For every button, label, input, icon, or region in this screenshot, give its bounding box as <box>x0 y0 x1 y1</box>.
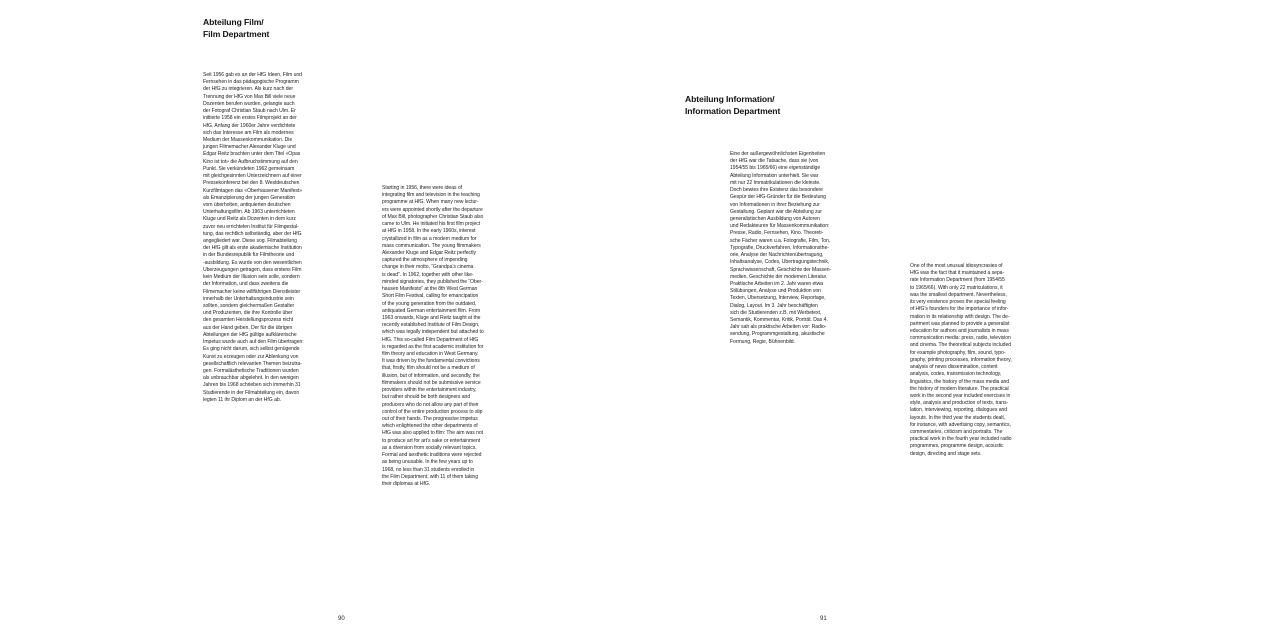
text-line: generalistischen Ausbildung von Autoren <box>730 215 820 222</box>
text-line: practical work in the fourth year included radio <box>910 436 1012 443</box>
text-line: HfG. This so-called Film Department of HfG <box>382 336 479 343</box>
text-line: als Emanzipierung der jungen Generation <box>203 194 296 201</box>
text-line: gen. Formalästhetische Traditionen wurden <box>203 367 299 374</box>
text-line: Jahren bis 1968 schrieben sich immerhin 31 <box>203 382 301 389</box>
text-line: mit gleichgesinnten Unterzeichnern auf einer <box>203 173 302 180</box>
text-line: Doch bewies ihre Existenz das besondere <box>730 187 823 194</box>
text-line: and cinema. The theoretical subjects included <box>910 342 1012 349</box>
text-line: Studierende in der Filmabteilung ein, davon <box>203 389 300 396</box>
text-line: film theory and education in West Germany. <box>382 351 479 358</box>
text-line: rate Information Department (from 1954/55 <box>910 277 1005 284</box>
text-line: work in the second year included exercises in <box>910 392 1011 399</box>
heading-line-german: Abteilung Information/ <box>685 94 775 104</box>
text-line: Kunst zu erzeugen oder zur Ablenkung von <box>203 353 299 360</box>
text-line: tung, das rechtlich selbständig, aber der HfG <box>203 230 302 237</box>
text-line: 1963 onwards, Kluge and Reitz taught at the <box>382 314 481 321</box>
text-line: antiquated German entertainment film. From <box>382 307 481 314</box>
text-line: Edgar Reitz brachten unter dem Titel «Opas <box>203 151 301 158</box>
film-department-heading <box>203 16 269 40</box>
text-line: style, analysis and production of texts, trans- <box>910 400 1009 407</box>
text-line: linguistics, the history of the mass media and <box>910 378 1010 385</box>
text-line: kein Medium der Illusion sein solle, sondern <box>203 274 300 281</box>
heading-line-english: Information Department <box>685 106 781 116</box>
german-text-column <box>730 151 860 346</box>
text-line: its very existence proves the special feeling <box>910 299 1006 306</box>
text-line: Überzeugungen getragen, dass erstens Film <box>203 266 302 273</box>
text-line: Dozenten berufen wurden, gelangte auch <box>203 100 295 107</box>
text-line: which enlightened the other departments of <box>382 423 478 430</box>
text-line: to produce art for art’s sake or entertainment <box>382 437 481 444</box>
page-number: 91 <box>820 616 827 622</box>
english-text-column <box>382 185 510 488</box>
text-line: Abteilungen der HfG gültige aufklärerische <box>203 331 297 338</box>
text-line: Punkt. Sie verkündeten 1962 gemeinsam <box>203 165 295 172</box>
text-line: producers who do not allow any part of their <box>382 401 479 408</box>
text-line: One of the most unusual idiosyncrasies of <box>910 263 1003 269</box>
text-line: Stilübungen, Analyse und Produktion von <box>730 288 821 295</box>
text-line: initiierte 1958 ein erstes Filmprojekt an der <box>203 115 297 122</box>
text-line: den gesamten Herstellungsprozess nicht <box>203 317 294 324</box>
text-line: Pressekonferenz bei den 8. Westdeutschen <box>203 180 300 187</box>
text-line: Alexander Kluge and Edgar Reitz perfectly <box>382 249 476 256</box>
text-line: Eine der außergewöhnlichsten Eigenheiten <box>730 151 826 157</box>
text-line: als unbrauchbar abgelehnt. In den wenigen <box>203 375 299 382</box>
text-line: of Max Bill, photographer Christian Staub also <box>382 213 484 220</box>
text-line: Praktische Arbeiten im 2. Jahr waren etwa <box>730 280 824 287</box>
text-line: hausen Manifesto” at the 8th West German <box>382 286 478 293</box>
text-line: their diplomas at HfG. <box>382 480 431 487</box>
text-line: Sprachwissenschaft, Geschichte der Massen- <box>730 266 832 273</box>
text-line: integrating film and television in the teaching <box>382 192 480 199</box>
text-line: Kurzfilmtagen das «Oberhausener Manifest» <box>203 187 303 194</box>
text-line: programme at HfG. When many new lectur- <box>382 199 479 206</box>
text-line: at HfG in 1958. In the early 1960s, interest <box>382 228 476 235</box>
text-line: which was legally independent but attached to <box>382 329 484 336</box>
text-line: Gespür der HfG-Gründer für die Bedeutung <box>730 194 826 201</box>
text-line: design, directing and stage sets. <box>910 450 982 457</box>
text-line: that, firstly, film should not be a medium of <box>382 365 475 372</box>
text-line: aus der Hand geben. Der für die übrigen <box>203 324 293 331</box>
text-line: und Produzenten, die ihre Kontrolle über <box>203 310 293 317</box>
text-line: Inhaltsanalyse, Codes, Übertragungstechnik, <box>730 259 830 266</box>
text-line: education for authors and journalists in mass <box>910 327 1009 334</box>
text-line: Short Film Festival, calling for emancipation <box>382 293 479 300</box>
text-line: of the young generation from the outdated, <box>382 300 477 307</box>
text-line: mation in its relationship with design. The de- <box>910 313 1010 320</box>
text-line: the history of modern literature. The practical <box>910 385 1009 392</box>
text-line: crystallized in film as a modern medium for <box>382 235 477 242</box>
text-line: lation, interviewing, reporting, dialogues and <box>910 407 1008 414</box>
text-line: HfG was the fact that it maintained a sepa- <box>910 270 1005 277</box>
text-line: Typografie, Druckverfahren, Informationsthe- <box>730 244 829 251</box>
text-line: Semantik, Kommentar, Kritik, Porträt. Das 4. <box>730 317 828 324</box>
text-line: von Informationen in ihrer Beziehung zur <box>730 201 820 208</box>
text-line: of HfG’s founders for the importance of infor- <box>910 306 1009 313</box>
text-line: illusion, but of information, and secondly, the <box>382 372 480 379</box>
text-line: mit nur 22 Immatrikulationen die kleinste. <box>730 179 821 186</box>
text-line: as a diversion from socially relevant topics. <box>382 444 477 451</box>
text-line: analysis of news dissemination, content <box>910 364 998 371</box>
text-line: layouts. In the third year the students dealt, <box>910 414 1006 421</box>
text-line: Fernsehen in das pädagogische Programm <box>203 79 299 86</box>
text-line: communication media: press, radio, television <box>910 335 1011 342</box>
text-line: came to Ulm. He initiated his first film project <box>382 221 481 228</box>
text-line: for example photography, film, sound, typo- <box>910 349 1006 356</box>
text-line: to 1965/66). With only 22 matriculations, it <box>910 284 1003 291</box>
text-line: orie, Analyse der Nachrichtenübertragung, <box>730 252 824 259</box>
text-line: sendung, Programmgestaltung, akustische <box>730 331 825 338</box>
text-line: as being unusable. In the few years up to <box>382 459 473 466</box>
text-line: Dialog, Layout. Im 3. Jahr beschäftigten <box>730 302 818 309</box>
text-line: Abteilung Information unterhielt. Sie war <box>730 172 819 179</box>
text-line: Presse, Radio, Fernsehen, Kino. Theoreti- <box>730 230 824 237</box>
text-line: legten 11 ihr Diplom an der HfG ab. <box>203 396 281 403</box>
left-page <box>188 0 685 640</box>
text-line: graphy, printing processes, information theory, <box>910 356 1012 363</box>
text-line: der HfG gilt als erste akademische Institution <box>203 245 302 252</box>
text-line: minded signatories, they published the “Ober- <box>382 278 483 285</box>
text-line: the Film Department, with 11 of them taking <box>382 473 478 480</box>
text-line: but rather should be both designers and <box>382 394 471 401</box>
text-line: vom überholten, antiquierten deutschen <box>203 201 291 208</box>
text-line: sich die Studierenden z.B. mit Werbetext, <box>730 309 822 316</box>
text-line: Starting in 1956, there were ideas of <box>382 185 462 191</box>
text-line: der HfG war die Tatsache, dass sie (von <box>730 158 819 165</box>
text-line: HfG was also applied to film: The aim was not <box>382 430 483 437</box>
text-line: 1954/55 bis 1965/66) eine eigenständige <box>730 165 821 172</box>
text-line: Texten, Übersetzung, Interview, Reportage, <box>730 295 826 302</box>
left-margin <box>0 0 188 640</box>
text-line: Jahr sah als praktische Arbeiten vor: Radio- <box>730 324 827 331</box>
right-page <box>685 0 1085 640</box>
text-line: HfG. Anfang der 1960er Jahre verdichtete <box>203 122 296 129</box>
text-line: 1968, no less than 31 students enrolled in <box>382 466 475 473</box>
text-line: It was driven by the fundamental convictions <box>382 358 480 365</box>
text-line: was the smallest department. Nevertheless, <box>910 291 1007 298</box>
text-line: jungen Filmemacher Alexander Kluge und <box>203 144 296 151</box>
text-line: Formung, Regie, Bühnenbild. <box>730 338 795 345</box>
text-line: in der Bundesrepublik für Filmtheorie und <box>203 252 295 259</box>
text-line: der Fotograf Christian Staub nach Ulm. Er <box>203 108 296 115</box>
text-line: und Redakteuren für Massenkommunikation: <box>730 223 830 230</box>
text-line: out of their hands. The progressive impetus <box>382 416 478 422</box>
text-line: partment was planned to provide a generalist <box>910 320 1010 327</box>
text-line: Filmemacher keine willfährigen Dienstleister <box>203 288 301 295</box>
text-line: control of the entire production process to slip <box>382 408 483 415</box>
text-line: angegliedert war. Diese sog. Filmabteilung <box>203 238 297 245</box>
text-line: for instance, with advertising copy, semantics, <box>910 421 1011 428</box>
text-line: ers were appointed shortly after the departure <box>382 206 483 213</box>
english-text-column <box>910 263 1040 458</box>
heading-line-english: Film Department <box>203 29 270 39</box>
text-line: recently established Institute of Film Design, <box>382 322 480 329</box>
text-line: is regarded as the first academic institution for <box>382 343 484 350</box>
text-line: is dead”. In 1962, together with other like- <box>382 271 474 278</box>
text-line: der HfG zu integrieren. Als kurz nach der <box>203 86 293 93</box>
text-line: Seit 1956 gab es an der HfG Ideen, Film und <box>203 72 302 78</box>
text-line: Kluge und Reitz als Dozenten in dem kurz <box>203 216 296 223</box>
text-line: providers within the entertainment industry, <box>382 387 477 394</box>
text-line: sich das Interesse am Film als modernes <box>203 129 294 136</box>
text-line: medien, Geschichte der modernen Literatur. <box>730 273 828 280</box>
text-line: sollten, sondern gleichermaßen Gestalter <box>203 303 295 309</box>
text-line: zuvor neu errichteten Institut für Filmgestal- <box>203 223 299 230</box>
text-line: sche Fächer waren u.a. Fotografie, Film, Ton, <box>730 237 831 244</box>
text-line: Gestaltung. Geplant war die Abteilung zur <box>730 208 822 215</box>
text-line: -ausbildung. Es wurde von den wesentlichen <box>203 259 302 266</box>
text-line: Medium der Massenkommunikation. Die <box>203 136 293 143</box>
text-line: commentaries, criticism and portraits. The <box>910 429 1003 436</box>
text-line: filmmakers should not be submissive service <box>382 379 481 386</box>
text-line: Kino ist tot» die Aufbruchstimmung auf den <box>203 158 298 165</box>
text-line: Impetus wurde auch auf den Film übertragen: <box>203 339 304 346</box>
text-line: Unterhaltungsfilm. Ab 1963 unterrichteten <box>203 209 295 216</box>
information-department-heading <box>685 93 780 117</box>
text-line: der Information, und dass zweitens die <box>203 281 289 288</box>
text-line: programmes, programme design, acoustic <box>910 443 1004 450</box>
page-number: 90 <box>338 616 345 622</box>
text-line: Trennung der HfG von Max Bill viele neue <box>203 93 296 100</box>
text-line: gesellschaftlich relevanten Themen beizutra- <box>203 360 302 367</box>
german-text-column <box>203 72 333 404</box>
text-line: mass communication. The young filmmakers <box>382 242 481 249</box>
text-line: analysis, codes, transmission technology, <box>910 371 1002 378</box>
heading-line-german: Abteilung Film/ <box>203 17 264 27</box>
text-line: Formal and aesthetic traditions were rejected <box>382 452 482 459</box>
text-line: innerhalb der Unterhaltungsindustrie sein <box>203 295 294 302</box>
text-line: change in their motto, “Grandpa’s cinema <box>382 264 474 271</box>
text-line: captured the atmosphere of impending <box>382 257 468 264</box>
text-line: Es ging nicht darum, sich selbst genügende <box>203 346 300 353</box>
